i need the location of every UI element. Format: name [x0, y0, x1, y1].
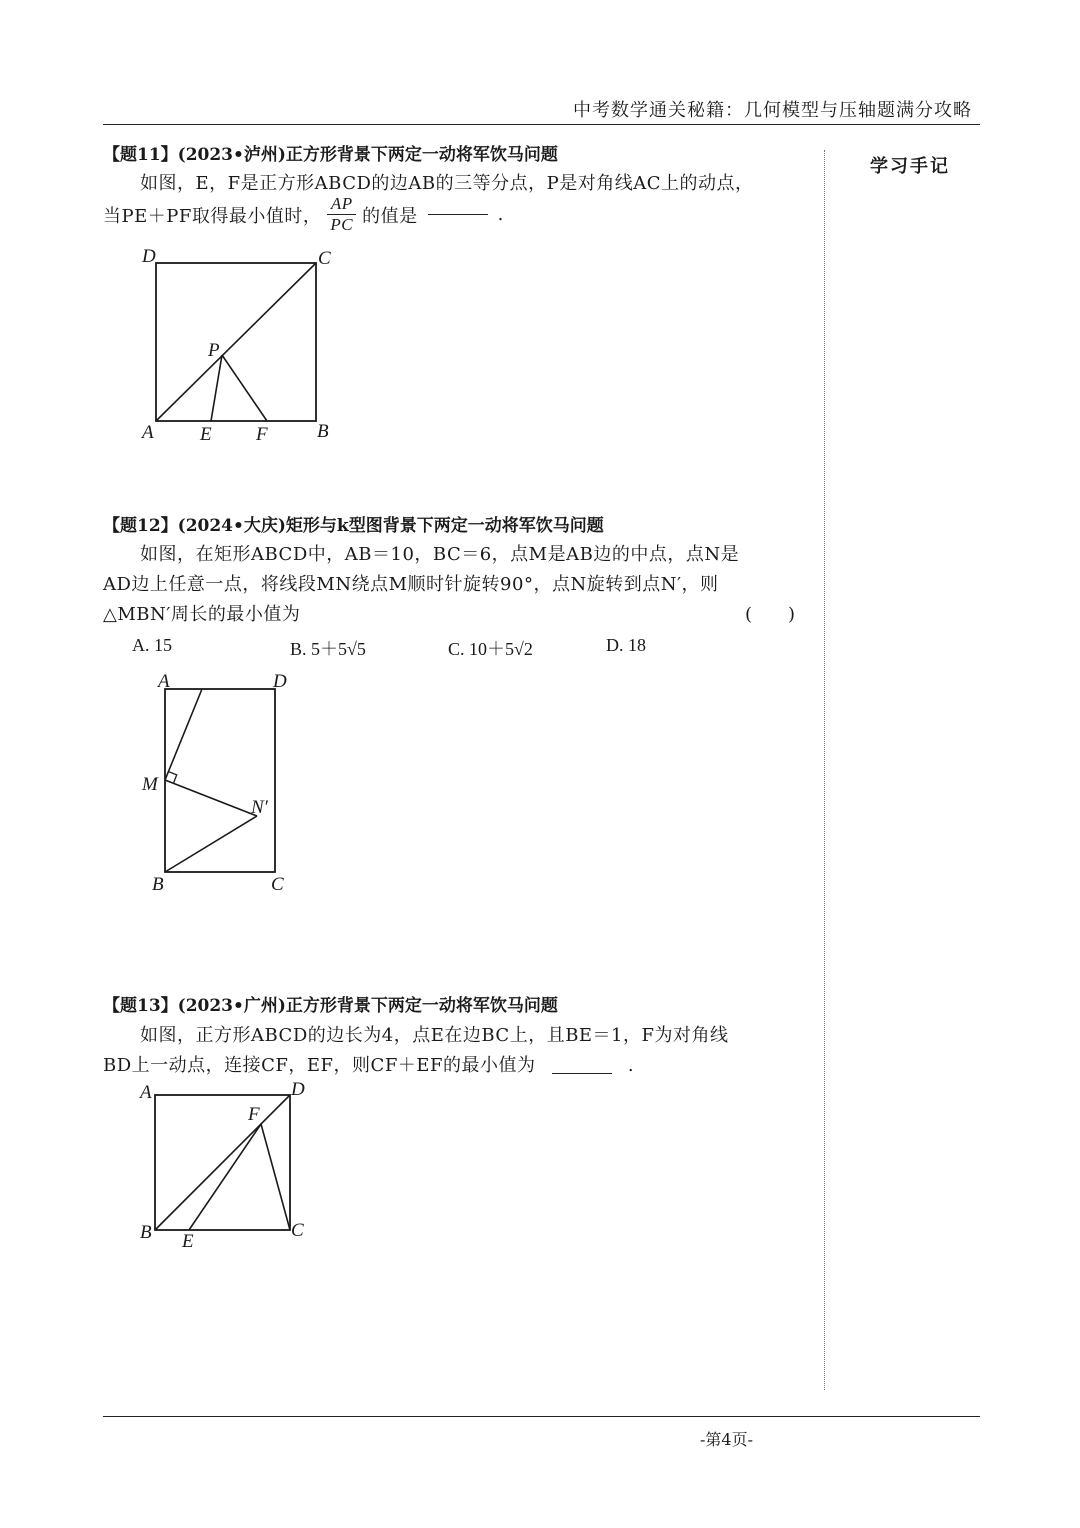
q13-diagonal-bd: [155, 1095, 290, 1230]
page-number: -第4页-: [700, 1430, 753, 1449]
q13-text-line1: 如图，正方形ABCD的边长为4，点E在边BC上，且BE＝1，F为对角线: [140, 1025, 729, 1046]
q12-choice-b: B. 5＋5√5: [290, 639, 366, 659]
q12-text-line2: AD边上任意一点，将线段MN绕点M顺时针旋转90°，点N旋转到点N′，则: [103, 574, 719, 595]
q13-segment-fe: [189, 1124, 261, 1230]
q12-segment-mn-prime: [165, 780, 257, 816]
q13-text-line2-main: BD上一动点，连接CF，EF，则CF＋EF的最小值为: [103, 1055, 536, 1076]
q11-label-d: D: [142, 246, 156, 267]
q11-answer-blank: [428, 214, 488, 215]
q11-segment-pf: [222, 355, 267, 421]
q11-figure: [130, 240, 350, 450]
q11-text-line2-a: 当PE＋PF取得最小值时，: [103, 205, 322, 227]
q11-label-a: A: [142, 422, 154, 443]
q13-label-a: A: [140, 1082, 152, 1103]
q12-label-c: C: [271, 874, 284, 895]
q13-label-b: B: [140, 1222, 152, 1243]
q12-choice-a: A. 15: [132, 635, 172, 655]
q11-diagonal-ac: [156, 263, 316, 421]
sidebar-title: 学习手记: [870, 156, 950, 177]
q13-heading: 【题13】(2023•广州)正方形背景下两定一动将军饮马问题: [103, 996, 558, 1016]
q11-label-c: C: [318, 248, 331, 269]
header-rule: [103, 124, 980, 125]
q11-label-f: F: [256, 424, 268, 445]
q12-segment-bn-prime: [165, 816, 257, 872]
q13-label-c: C: [291, 1220, 304, 1241]
q13-figure: [130, 1075, 320, 1255]
q13-segment-fc: [261, 1124, 290, 1230]
footer-rule: [103, 1416, 980, 1417]
q13-text-line2-end: .: [627, 1055, 635, 1076]
q11-label-b: B: [317, 421, 329, 442]
q12-label-b: B: [152, 874, 164, 895]
q13-label-f: F: [248, 1104, 260, 1125]
q12-segment-mn: [165, 689, 202, 780]
q12-label-a: A: [158, 671, 170, 692]
q11-fraction: [327, 194, 356, 235]
q12-choice-c: C. 10＋5√2: [448, 639, 533, 659]
q12-text-line1: 如图，在矩形ABCD中，AB＝10，BC＝6，点M是AB边的中点，点N是: [140, 544, 740, 565]
q11-text-line2-end: .: [497, 204, 504, 225]
sidebar-divider: [824, 150, 825, 1390]
q11-label-p: P: [208, 340, 220, 361]
q13-label-d: D: [291, 1079, 305, 1100]
q12-label-d: D: [273, 671, 287, 692]
q12-text-line3: △MBN′周长的最小值为: [103, 604, 301, 625]
q13-text-line2: [103, 1051, 634, 1077]
q11-heading: 【题11】(2023•泸州)正方形背景下两定一动将军饮马问题: [103, 145, 558, 165]
q12-rectangle: [165, 689, 275, 872]
q12-choice-d: D. 18: [606, 635, 646, 655]
q12-heading: 【题12】(2024•大庆)矩形与k型图背景下两定一动将军饮马问题: [103, 516, 604, 536]
q11-fraction-denominator: PC: [330, 215, 354, 234]
q11-text-line2: [103, 194, 504, 235]
q12-figure: [130, 665, 310, 900]
q12-answer-paren: ( ): [745, 604, 796, 625]
q12-label-m: M: [142, 774, 158, 795]
q13-answer-blank: [552, 1073, 612, 1074]
q11-text-line1: 如图，E，F是正方形ABCD的边AB的三等分点，P是对角线AC上的动点，: [140, 173, 754, 194]
q11-fraction-numerator: AP: [327, 194, 356, 215]
q12-label-n-prime: N′: [251, 797, 268, 818]
q11-label-e: E: [200, 424, 212, 445]
header-title: 中考数学通关秘籍：几何模型与压轴题满分攻略: [573, 100, 972, 121]
q11-text-line2-b: 的值是: [362, 205, 418, 227]
q13-label-e: E: [182, 1231, 194, 1252]
